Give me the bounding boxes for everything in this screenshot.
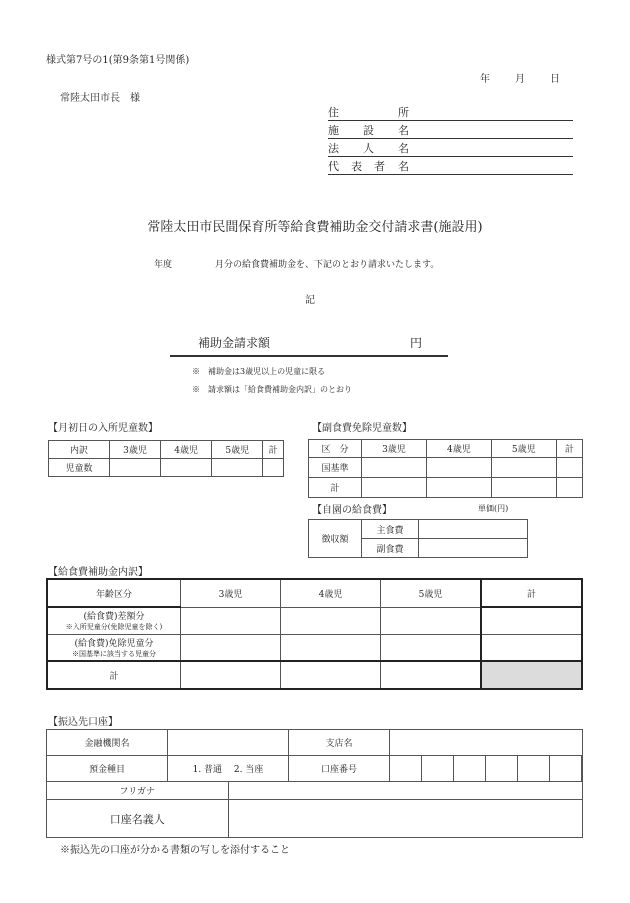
breakdown-grand-total: [481, 661, 582, 689]
exemption-cell[interactable]: [362, 478, 427, 498]
bank-holder-label: 口座名義人: [47, 800, 229, 838]
exemption-cell[interactable]: [556, 458, 582, 478]
representative-label-char: 表: [351, 160, 362, 173]
breakdown-row-label: [47, 634, 181, 661]
own-fee-table: [308, 519, 528, 558]
breakdown-cell[interactable]: [181, 607, 281, 634]
account-digit[interactable]: [486, 756, 518, 782]
breakdown-cell[interactable]: [281, 607, 381, 634]
enrollment-header: 計: [263, 441, 284, 459]
bank-heading: 【振込先口座】: [48, 717, 118, 728]
bank-type-label: 預金種目: [47, 756, 168, 782]
exemption-cell[interactable]: [491, 478, 556, 498]
representative-name-field[interactable]: [328, 158, 573, 175]
exemption-header: 4歳児: [426, 440, 491, 458]
breakdown-header: 3歳児: [181, 579, 281, 607]
ki-label: 記: [305, 295, 315, 306]
own-fee-heading: 【自園の給食費】: [312, 505, 392, 516]
bank-holder-input[interactable]: [228, 800, 583, 838]
document-title: 常陸太田市民間保育所等給食費補助金交付請求書(施設用): [147, 220, 483, 235]
address-label-char: 所: [398, 106, 409, 119]
breakdown-cell[interactable]: [181, 634, 281, 661]
claim-unit: 円: [410, 336, 423, 350]
exemption-cell[interactable]: [426, 478, 491, 498]
breakdown-header: 4歳児: [281, 579, 381, 607]
representative-label-char: 名: [398, 160, 409, 173]
enrollment-table: [48, 440, 284, 477]
account-digit[interactable]: [422, 756, 454, 782]
enrollment-header: 5歳児: [212, 441, 263, 459]
exemption-header: 計: [556, 440, 582, 458]
own-fee-cell[interactable]: [419, 520, 528, 539]
facility-label-char: 設: [363, 124, 374, 137]
breakdown-cell[interactable]: [481, 607, 582, 634]
exemption-cell[interactable]: [362, 458, 427, 478]
breakdown-row2-sub: ※国基準に該当する児童分: [72, 649, 156, 658]
own-fee-cell[interactable]: [419, 539, 528, 558]
breakdown-cell[interactable]: [381, 661, 482, 689]
representative-label-char: 者: [374, 160, 385, 173]
representative-label-char: 代: [328, 160, 339, 173]
date-year: 年: [480, 74, 490, 85]
corporation-label-char: 人: [363, 142, 374, 155]
enrollment-header: 3歳児: [110, 441, 161, 459]
exemption-row-label: 計: [309, 478, 362, 498]
enrollment-cell[interactable]: [161, 459, 212, 477]
own-fee-label: 徴収額: [309, 520, 362, 558]
breakdown-header: 年齢区分: [47, 579, 181, 607]
bank-furigana-input[interactable]: [228, 782, 583, 800]
breakdown-cell[interactable]: [381, 607, 482, 634]
own-fee-row-label: 副食費: [362, 539, 419, 558]
breakdown-row1-main: (給食費)差額分: [83, 612, 145, 623]
own-fee-unit: 単価(円): [478, 504, 509, 513]
facility-name-field[interactable]: [328, 122, 573, 139]
bank-furigana-label: フリガナ: [47, 782, 229, 800]
bank-branch-label: 支店名: [289, 730, 390, 756]
note-1: ※ 補助金は3歳児以上の児童に限る: [192, 367, 326, 376]
address-label-char: 住: [328, 106, 339, 119]
address-field[interactable]: [328, 104, 573, 121]
bank-type-options[interactable]: 1. 普通 2. 当座: [168, 756, 289, 782]
facility-label-char: 施: [328, 124, 339, 137]
account-digit[interactable]: [518, 756, 550, 782]
bank-institution-label: 金融機関名: [47, 730, 168, 756]
corporation-name-field[interactable]: [328, 140, 573, 157]
account-digit[interactable]: [550, 756, 582, 782]
date-day: 日: [550, 74, 560, 85]
bank-institution-input[interactable]: [168, 730, 289, 756]
corporation-label-char: 名: [398, 142, 409, 155]
enrollment-row-label: 児童数: [49, 459, 110, 477]
breakdown-cell[interactable]: [281, 634, 381, 661]
exemption-heading: 【副食費免除児童数】: [312, 423, 412, 434]
breakdown-total-label: 計: [47, 661, 181, 689]
exemption-cell[interactable]: [491, 458, 556, 478]
account-digit[interactable]: [390, 756, 422, 782]
bank-account-no-label: 口座番号: [289, 756, 390, 782]
breakdown-heading: 【給食費補助金内訳】: [48, 567, 148, 578]
claim-amount-field[interactable]: [170, 330, 448, 357]
intro-year: 年度: [154, 260, 173, 270]
claim-label: 補助金請求額: [198, 336, 271, 350]
bank-branch-input[interactable]: [390, 730, 583, 756]
enrollment-cell[interactable]: [110, 459, 161, 477]
exemption-header: 3歳児: [362, 440, 427, 458]
form-id: 様式第7号の1(第9条第1号関係): [46, 55, 190, 66]
enrollment-header: 4歳児: [161, 441, 212, 459]
footer-note: ※振込先の口座が分かる書類の写しを添付すること: [60, 845, 290, 856]
breakdown-row-label: [47, 607, 181, 634]
addressee: 常陸太田市長 様: [60, 93, 140, 104]
date-month: 月: [515, 74, 525, 85]
exemption-cell[interactable]: [426, 458, 491, 478]
account-digit[interactable]: [582, 756, 583, 782]
facility-label-char: 名: [398, 124, 409, 137]
corporation-label-char: 法: [328, 142, 339, 155]
breakdown-header: 5歳児: [381, 579, 482, 607]
breakdown-cell[interactable]: [181, 661, 281, 689]
intro-text: 月分の給食費補助金を、下記のとおり請求いたします。: [215, 260, 440, 270]
exemption-header: 区 分: [309, 440, 362, 458]
own-fee-row-label: 主食費: [362, 520, 419, 539]
breakdown-row2-main: (給食費)免除児童分: [74, 638, 154, 649]
breakdown-cell[interactable]: [381, 634, 482, 661]
breakdown-cell[interactable]: [281, 661, 381, 689]
enrollment-heading: 【月初日の入所児童数】: [48, 423, 158, 434]
bank-table: [46, 729, 583, 838]
breakdown-cell[interactable]: [481, 634, 582, 661]
account-digit[interactable]: [454, 756, 486, 782]
exemption-row-label: 国基準: [309, 458, 362, 478]
breakdown-header: 計: [481, 579, 582, 607]
note-2: ※ 請求額は「給食費補助金内訳」のとおり: [192, 385, 352, 394]
enrollment-cell[interactable]: [263, 459, 284, 477]
enrollment-header: 内訳: [49, 441, 110, 459]
breakdown-row1-sub: ※入所児童分(免除児童を除く): [65, 623, 163, 632]
exemption-cell[interactable]: [556, 478, 582, 498]
exemption-header: 5歳児: [491, 440, 556, 458]
enrollment-cell[interactable]: [212, 459, 263, 477]
breakdown-table: [46, 578, 583, 690]
exemption-table: [308, 439, 583, 498]
